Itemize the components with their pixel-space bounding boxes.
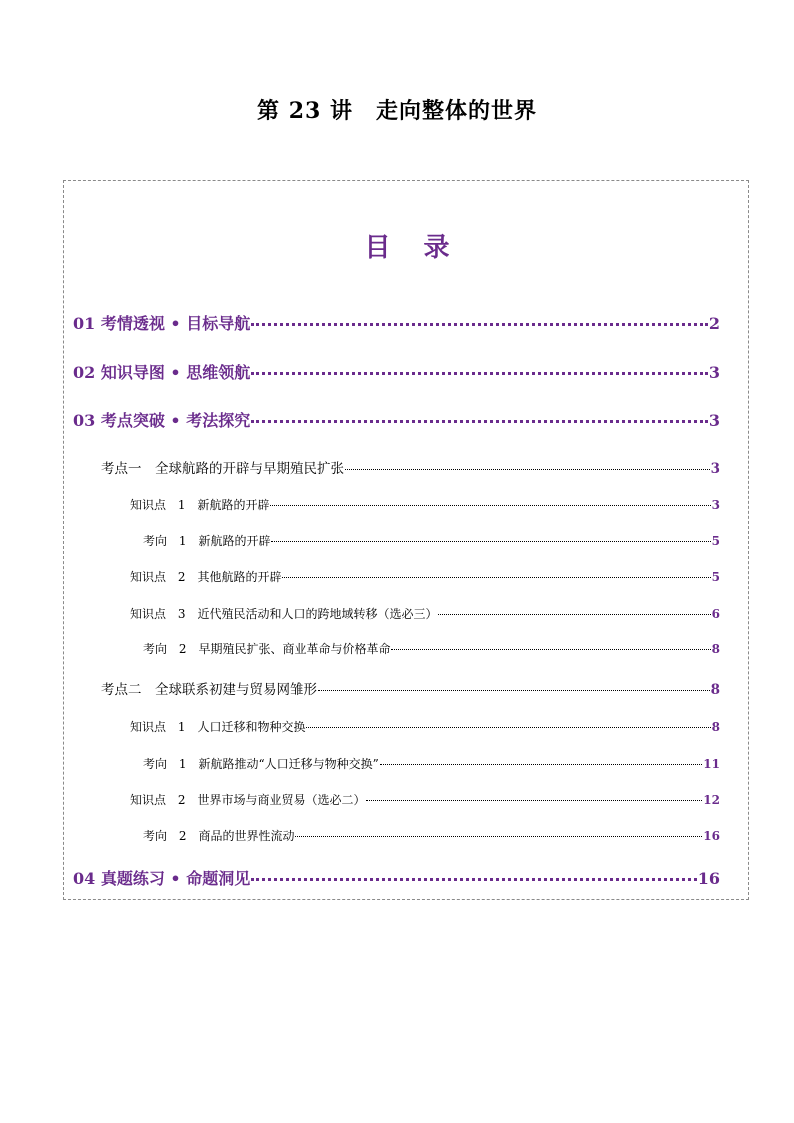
toc-entry-kaodian-1[interactable] bbox=[101, 457, 720, 477]
toc-entry-kaodian-2[interactable] bbox=[101, 678, 720, 698]
toc-leader-dots bbox=[282, 577, 710, 578]
toc-entry-page: 8 bbox=[711, 642, 720, 656]
toc-entry-section-02[interactable] bbox=[73, 360, 720, 383]
toc-leader-dots bbox=[295, 836, 702, 837]
toc-entry-section-01[interactable] bbox=[73, 311, 720, 334]
toc-leader-dots bbox=[251, 420, 708, 423]
toc-leader-dots bbox=[438, 614, 710, 615]
toc-entry-exam-direction[interactable] bbox=[143, 755, 720, 772]
toc-entry-label: 考向 1 新航路的开辟 bbox=[143, 534, 271, 548]
toc-leader-dots bbox=[270, 505, 710, 506]
toc-leader-dots bbox=[380, 764, 703, 765]
toc-heading: 目 录 bbox=[364, 233, 462, 263]
toc-entry-page: 2 bbox=[708, 314, 720, 333]
toc-entry-section-03[interactable] bbox=[73, 408, 720, 431]
toc-leader-dots bbox=[366, 800, 702, 801]
toc-leader-dots bbox=[251, 878, 697, 881]
toc-entry-label: 考向 1 新航路推动“人口迁移与物种交换” bbox=[143, 757, 379, 771]
toc-entry-page: 6 bbox=[711, 607, 720, 621]
toc-leader-dots bbox=[345, 469, 710, 470]
toc-entry-label: 考向 2 早期殖民扩张、商业革命与价格革命 bbox=[143, 642, 391, 656]
toc-entry-page: 16 bbox=[697, 869, 720, 888]
toc-entry-section-04[interactable] bbox=[73, 866, 720, 889]
toc-entry-label: 考点二 全球联系初建与贸易网雏形 bbox=[101, 682, 317, 698]
toc-entry-knowledge-point[interactable] bbox=[130, 496, 720, 513]
toc-entry-knowledge-point[interactable] bbox=[130, 791, 720, 808]
toc-entry-knowledge-point[interactable] bbox=[130, 568, 720, 585]
toc-entry-page: 5 bbox=[711, 534, 720, 548]
toc-entry-page: 11 bbox=[703, 757, 720, 771]
toc-entry-knowledge-point[interactable] bbox=[130, 605, 720, 622]
document-title: 第 23 讲 走向整体的世界 bbox=[257, 98, 537, 124]
toc-entry-exam-direction[interactable] bbox=[143, 640, 720, 657]
toc-entry-label: 知识点 2 其他航路的开辟 bbox=[130, 570, 282, 584]
toc-entry-page: 8 bbox=[710, 682, 720, 698]
toc-entry-label: 02 知识导图 • 思维领航 bbox=[73, 363, 251, 382]
toc-entry-label: 知识点 1 新航路的开辟 bbox=[130, 498, 270, 512]
toc-entry-page: 3 bbox=[710, 461, 720, 477]
toc-entry-page: 8 bbox=[711, 720, 720, 734]
toc-entry-label: 考向 2 商品的世界性流动 bbox=[143, 829, 295, 843]
toc-leader-dots bbox=[251, 323, 708, 326]
toc-entry-label: 知识点 1 人口迁移和物种交换 bbox=[130, 720, 306, 734]
table-of-contents bbox=[63, 180, 749, 900]
toc-entry-page: 3 bbox=[711, 498, 720, 512]
toc-entry-knowledge-point[interactable] bbox=[130, 718, 720, 735]
toc-entry-label: 知识点 2 世界市场与商业贸易（选必二） bbox=[130, 793, 366, 807]
toc-leader-dots bbox=[391, 649, 710, 650]
toc-leader-dots bbox=[306, 727, 710, 728]
toc-entry-page: 16 bbox=[703, 829, 720, 843]
toc-entry-page: 5 bbox=[711, 570, 720, 584]
toc-leader-dots bbox=[251, 372, 708, 375]
toc-leader-dots bbox=[271, 541, 710, 542]
toc-entry-exam-direction[interactable] bbox=[143, 827, 720, 844]
toc-entry-page: 3 bbox=[708, 411, 720, 430]
toc-entry-label: 03 考点突破 • 考法探究 bbox=[73, 411, 251, 430]
toc-entry-page: 12 bbox=[703, 793, 720, 807]
toc-entry-label: 知识点 3 近代殖民活动和人口的跨地域转移（选必三） bbox=[130, 607, 438, 621]
toc-entry-exam-direction[interactable] bbox=[143, 532, 720, 549]
toc-entry-label: 考点一 全球航路的开辟与早期殖民扩张 bbox=[101, 461, 344, 477]
toc-entry-label: 04 真题练习 • 命题洞见 bbox=[73, 869, 251, 888]
toc-leader-dots bbox=[318, 690, 710, 691]
toc-entry-page: 3 bbox=[708, 363, 720, 382]
toc-entry-label: 01 考情透视 • 目标导航 bbox=[73, 314, 251, 333]
